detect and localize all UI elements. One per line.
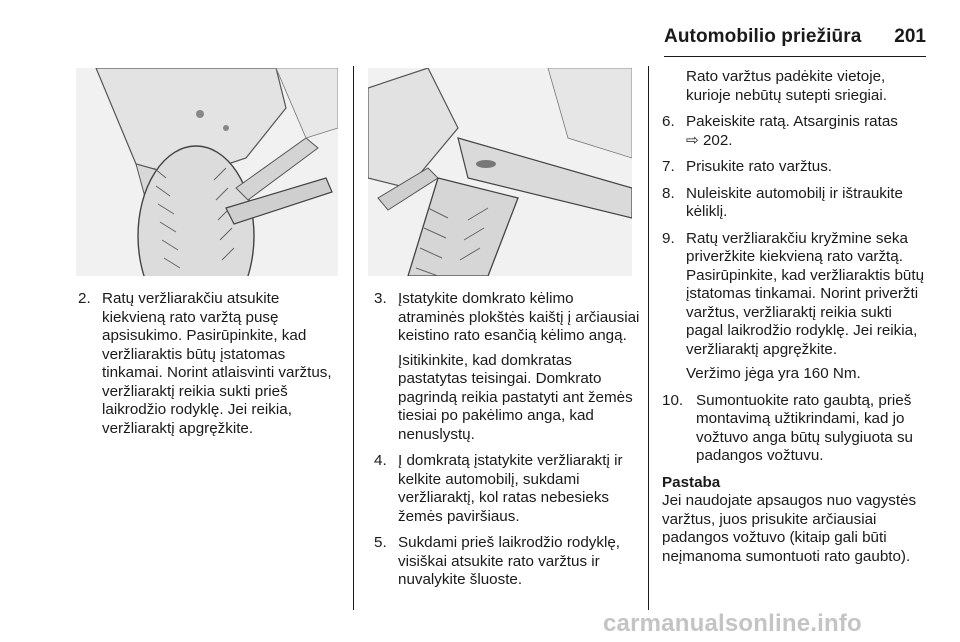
step-continuation [662, 68, 930, 105]
step-item [662, 113, 930, 150]
step-number: 6. [662, 113, 675, 130]
step-item [374, 290, 640, 444]
page-number: 201 [894, 26, 926, 47]
page-reference-link[interactable]: 202. [702, 131, 733, 149]
step-number: 7. [662, 158, 675, 175]
step-text: Nuleiskite automobilį ir ištraukite kėliklį. [686, 184, 903, 220]
watermark: carmanualsonline.info [603, 610, 862, 637]
step-extra-text: Veržimo jėga yra 160 Nm. [686, 365, 861, 382]
text-column-1 [78, 290, 346, 446]
step-text: Prisukite rato varžtus. [686, 158, 833, 175]
step-number: 3. [374, 290, 387, 307]
text-column-3 [662, 68, 930, 566]
step-item [78, 290, 346, 438]
step-number: 2. [78, 290, 91, 307]
reference-arrow-icon: ⇨ [686, 131, 699, 149]
step-text: Pakeiskite ratą. Atsarginis ratas [686, 113, 898, 130]
step-item [662, 158, 930, 177]
note-text: Jei naudojate apsaugos nuo vagystės varžtus, juos prisukite arčiausiai padangos vožtuvo (kitaip gali būti neįmanoma sumontuoti rato gaubto). [662, 492, 917, 565]
step-text: Ratų veržliarakčiu kryžmine seka priveržkite kiekvieną rato varžtą. Pasirūpinkite, kad veržliaraktis būtų įstatomas tinkamai. Norint priveržti varžtus, veržliaraktį reikia sukti pagal laikrodžio rodyklę. Jei reikia, veržliaraktį apgręžkite. [686, 229, 925, 358]
illustration-jack-placement [368, 68, 632, 276]
step-number: 10. [662, 391, 684, 409]
step-text: Į domkratą įstatykite veržliaraktį ir kelkite automobilį, sukdami veržliaraktį, kol ratas nebesieks žemės paviršiaus. [398, 452, 623, 525]
step-text: Ratų veržliarakčiu atsukite kiekvieną rato varžtą pusę apsisukimo. Pasirūpinkite, kad veržliaraktis būtų įstatomas tinkamai. Norint atlaisvinti varžtus, veržliaraktį reikia sukti prieš laikrodžio rodyklę. Jei reikia, veržliaraktį apgręžkite. [102, 290, 332, 437]
step-number: 9. [662, 229, 675, 247]
step-number: 8. [662, 184, 675, 202]
page-header [664, 26, 926, 52]
step-item [662, 185, 930, 222]
step-number: 5. [374, 534, 387, 551]
text-column-2 [374, 290, 640, 598]
step-number: 4. [374, 452, 387, 469]
continuation-text: Rato varžtus padėkite vietoje, kurioje nebūtų sutepti sriegiai. [686, 68, 887, 104]
page-title: Automobilio priežiūra [664, 26, 862, 47]
note-title: Pastaba [662, 473, 721, 491]
step-text: Sukdami prieš laikrodžio rodyklę, visiškai atsukite rato varžtus ir nuvalykite šluoste. [398, 534, 620, 588]
illustration-wheel-wrench [76, 68, 338, 276]
column-divider-2 [648, 66, 649, 610]
step-text: Sumontuokite rato gaubtą, prieš montavimą užtikrindami, kad jo vožtuvo anga būtų sulygiuota su padangos vožtuvu. [696, 391, 913, 464]
step-extra-text: Įsitikinkite, kad domkratas pastatytas teisingai. Domkrato pagrindą reikia pastatyti ant žemės tiesiai po pakėlimo anga, kad nenuslystų. [398, 351, 633, 443]
step-item [662, 392, 930, 466]
header-divider [664, 56, 926, 57]
step-item [374, 534, 640, 590]
step-item [662, 230, 930, 384]
step-text: Įstatykite domkrato kėlimo atraminės plokštės kaištį į arčiausiai keistino rato esančią kėlimo angą. [398, 290, 640, 344]
column-divider-1 [353, 66, 354, 610]
step-item [374, 452, 640, 526]
